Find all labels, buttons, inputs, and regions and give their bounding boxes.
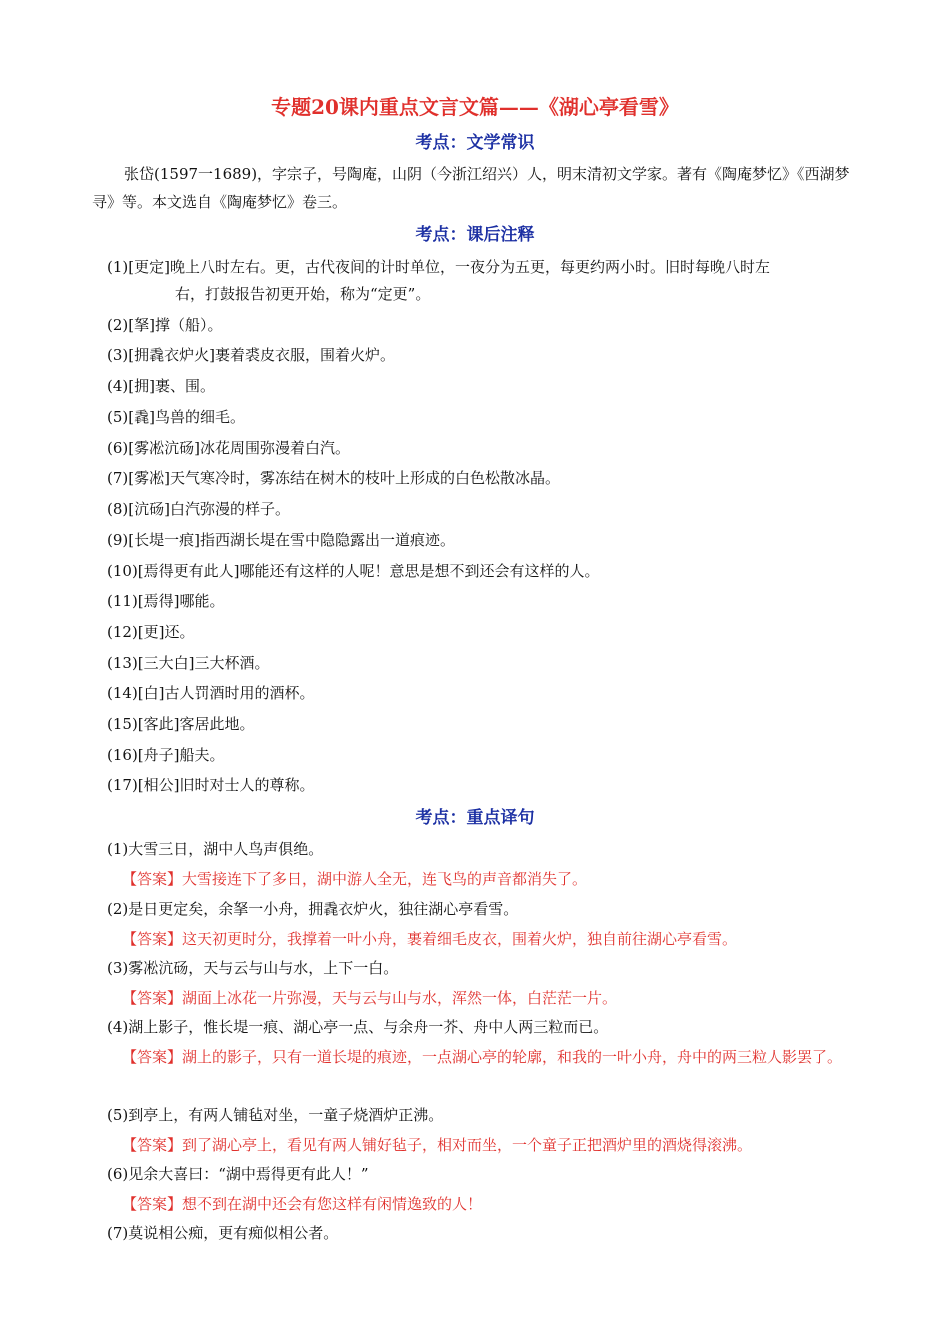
translation-question: (3)雾凇沆砀，天与云与山与水，上下一白。	[107, 959, 399, 977]
literature-text: 张岱(1597一1689)，字宗子，号陶庵，山阴（今浙江绍兴）人，明末清初文学家。著有《陶庵梦忆》《西湖梦寻》等。本文选自《陶庵梦忆》卷三。	[92, 165, 850, 211]
heading-literature: 考点：文学常识	[415, 133, 535, 153]
note-item: (9)[长堤一痕]指西湖长堤在雪中隐隐露出一道痕迹。	[107, 531, 455, 549]
translation-answer	[92, 1132, 867, 1159]
answer-tag: 【答案】	[122, 930, 183, 948]
note-item: (17)[相公]旧时对士人的尊称。	[107, 776, 315, 794]
answer-tag: 【答案】	[122, 989, 183, 1007]
answer-text: 到了湖心亭上，看见有两人铺好毡子，相对而坐，一个童子正把酒炉里的酒烧得滚沸。	[182, 1136, 753, 1154]
answer-text: 大雪接连下了多日，湖中游人全无，连飞鸟的声音都消失了。	[182, 870, 588, 888]
answer-text: 这天初更时分，我撑着一叶小舟，裹着细毛皮衣，围着火炉，独自前往湖心亭看雪。	[182, 930, 738, 948]
note-item: (8)[沆砀]白汽弥漫的样子。	[107, 500, 290, 518]
note-item: (3)[拥毳衣炉火]裹着裘皮衣服，围着火炉。	[107, 346, 395, 364]
note-item: (6)[雾凇沆砀]冰花周围弥漫着白汽。	[107, 439, 350, 457]
note-item: (5)[毳]鸟兽的细毛。	[107, 408, 245, 426]
literature-paragraph	[92, 160, 852, 216]
answer-text: 湖面上冰花一片弥漫，天与云与山与水，浑然一体，白茫茫一片。	[182, 989, 618, 1007]
translation-answer	[92, 985, 867, 1012]
note-item: (16)[舟子]船夫。	[107, 746, 225, 764]
answer-text: 湖上的影子，只有一道长堤的痕迹，一点湖心亭的轮廓，和我的一叶小舟，舟中的两三粒人影罢了。	[182, 1048, 843, 1066]
translation-answer	[92, 926, 867, 953]
note-item	[107, 254, 862, 308]
translation-question: (6)见余大喜曰：“湖中焉得更有此人！”	[107, 1165, 369, 1183]
translation-answer	[92, 866, 867, 893]
document-title: 专题20课内重点文言文篇——《湖心亭看雪》	[271, 95, 679, 119]
note-line: (1)[更定]晚上八时左右。更，古代夜间的计时单位，一夜分为五更，每更约两小时。旧时每晚八时左	[107, 258, 770, 276]
note-item: (10)[焉得更有此人]哪能还有这样的人呢！意思是想不到还会有这样的人。	[107, 562, 600, 580]
note-item: (11)[焉得]哪能。	[107, 592, 225, 610]
answer-tag: 【答案】	[122, 1048, 183, 1066]
translation-question: (1)大雪三日，湖中人鸟声俱绝。	[107, 840, 324, 858]
answer-tag: 【答案】	[122, 1136, 183, 1154]
note-item: (2)[拏]撑（船）。	[107, 316, 223, 334]
translation-answer	[92, 1191, 867, 1218]
answer-text: 想不到在湖中还会有您这样有闲情逸致的人！	[182, 1195, 483, 1213]
translation-question: (2)是日更定矣，余拏一小舟，拥毳衣炉火，独往湖心亭看雪。	[107, 900, 519, 918]
heading-translations: 考点：重点译句	[415, 808, 535, 828]
translation-question: (7)莫说相公痴，更有痴似相公者。	[107, 1224, 339, 1242]
translation-question: (4)湖上影子，惟长堤一痕、湖心亭一点、与余舟一芥、舟中人两三粒而已。	[107, 1018, 609, 1036]
heading-notes: 考点：课后注释	[415, 225, 535, 245]
note-item: (4)[拥]裹、围。	[107, 377, 215, 395]
translation-answer	[92, 1044, 867, 1071]
note-item: (13)[三大白]三大杯酒。	[107, 654, 270, 672]
note-item: (7)[雾凇]天气寒冷时，雾冻结在树木的枝叶上形成的白色松散冰晶。	[107, 469, 560, 487]
answer-tag: 【答案】	[122, 1195, 183, 1213]
note-item: (15)[客此]客居此地。	[107, 715, 255, 733]
note-item: (12)[更]还。	[107, 623, 195, 641]
translation-question: (5)到亭上，有两人铺毡对坐，一童子烧酒炉正沸。	[107, 1106, 444, 1124]
note-line-continued: 右，打鼓报告初更开始，称为“定更”。	[175, 285, 431, 303]
note-item: (14)[白]古人罚酒时用的酒杯。	[107, 684, 315, 702]
answer-tag: 【答案】	[122, 870, 183, 888]
